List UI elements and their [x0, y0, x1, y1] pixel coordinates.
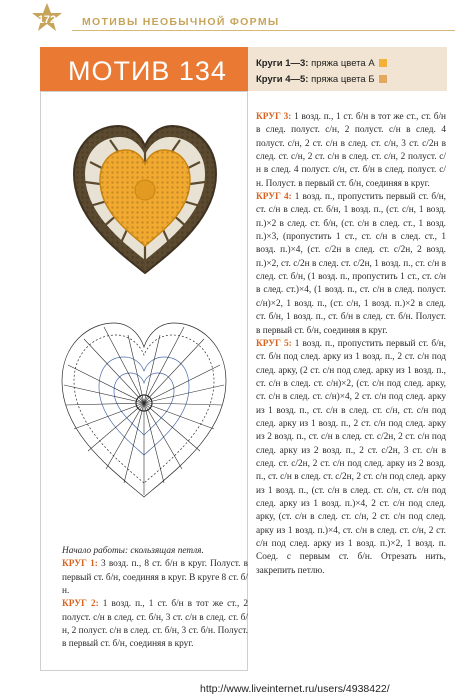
- round-4-text: 1 возд. п., пропустить первый ст. б/н, ст. с/н в след. ст. б/н, 1 возд. п., (ст. с/н, 1 возд. п.)×2 в след. ст. б/н, (ст. с/н в след. ст., 1 возд. п.)×3, (пропустить 1 ст., ст. с/н в след. ст., 1 возд. п.)×4, (ст. с/2н в след. ст. с/2н, 2 возд. п.)×2, ст. с/2н в след. ст. с/2н, 1 возд. п., ст. с/н в след. ст. б/н, (1 возд. п., пропустить 1 ст., ст. с/н в след. ст.)×4, (1 возд. п., ст. с/н в след. полуст. с/н)×2, 1 возд. п., (ст. с/н, 1 возд. п.)×2 в след. ст. б/н, 1 возд. п., ст. б/н в след. ст. б/н. Полуст. в первый ст. б/н, соединяя в круг.: [256, 192, 446, 336]
- round-2-paragraph: [62, 598, 248, 651]
- page-header: [0, 0, 455, 30]
- crochet-heart-photo: [60, 110, 230, 280]
- instructions-right: [256, 111, 446, 578]
- yarn-row-1-label: Круги 1—3:: [256, 58, 309, 69]
- round-4-paragraph: [256, 191, 446, 338]
- round-3-text: 1 возд. п., 1 ст. б/н в тот же ст., ст. б/н в след. полуст. с/н, 2 полуст. с/н в след. 4 полуст. с/н, 2 ст. с/н в след. ст. с/н, 3 ст. с/2н в след. ст. с/н, 2 ст. с/н в след. ст. с/н, 2 полуст. с/н в след. 4 полуст. с/н, ст. б/н в след. полуст. с/н. Полуст. в первый ст. б/н, соединяя в круг.: [256, 112, 446, 189]
- round-2-text: 1 возд. п., 1 ст. б/н в тот же ст., 2 полуст. с/н в след. ст. б/н, 3 ст. с/н в след. ст. б/н, 2 полуст. с/н в след. ст. б/н, 3 ст. б/н. Полуст. в первый ст. б/н, соединяя в круг.: [62, 599, 248, 650]
- round-5-paragraph: [256, 338, 446, 578]
- round-1-paragraph: [62, 558, 248, 598]
- round-3-paragraph: [256, 111, 446, 191]
- yarn-row-1-text: пряжа цвета А: [308, 58, 375, 69]
- instructions-left: [62, 545, 248, 652]
- round-5-text: 1 возд. п., пропустить первый ст. б/н, ст. б/н под след. арку из 1 возд. п., 2 ст. с/н под след. арку, (2 ст. с/н под след. арку из 1 возд. п., ст. с/н в след. ст. с/н)×2, (ст. с/н под след. арку, ст. с/н в след. ст. с/н)×4, 2 ст. с/н под след. арку из 1 возд. п., ст. с/н в след. ст. с/н, ст. с/н под след. арку из 1 возд. п., 2 ст. с/н под след. арку из 2 возд. п., ст. с/н в след. ст. с/2н, 2 ст. с/н под след. арку из 2 возд. п., 2 ст. с/2н, 3 ст. с/н в след. ст. с/2н, 2 ст. с/н под след. арку из 2 возд. п., ст. с/н в след. ст. с/2н, 2 ст. с/н под след. арку из 1 возд. п., (ст. с/н в след. ст. с/н, ст. с/н под след. арку из 1 возд. п.)×4, 2 ст. с/н под след. арку, (ст. с/н в след. ст. с/н, 2 ст. с/н под след. арку из 1 возд. п.)×4, ст. с/н в след. ст. с/н, 2 ст. с/н под след. арку из 1 возд. п.)×2, 1 возд. п. Соед. с первым ст. б/н. Отрезать нить, закрепить петлю.: [256, 338, 446, 576]
- yarn-row-2-label: Круги 4—5:: [256, 74, 309, 85]
- yarn-row-2-text: пряжа цвета Б: [308, 74, 375, 85]
- round-3-label: КРУГ 3:: [256, 112, 292, 122]
- round-5-label: КРУГ 5:: [256, 338, 292, 349]
- round-1-text: 3 возд. п., 8 ст. б/н в круг. Полуст. в первый ст. б/н, соединяя в круг. В круге 8 ст. б/н.: [62, 559, 248, 597]
- yarn-color-b-swatch: [379, 75, 387, 83]
- round-1-label: КРУГ 1:: [62, 559, 98, 570]
- source-url: http://www.liveinternet.ru/users/4938422/: [200, 683, 390, 695]
- start-instruction: Начало работы: скользящая петля.: [62, 546, 204, 556]
- section-title: МОТИВЫ НЕОБЫЧНОЙ ФОРМЫ: [82, 16, 280, 28]
- motif-title: МОТИВ 134: [68, 56, 227, 86]
- round-4-label: КРУГ 4:: [256, 192, 292, 203]
- round-2-label: КРУГ 2:: [62, 599, 99, 610]
- crochet-chart-diagram: [44, 305, 244, 505]
- yarn-legend-row-1: [256, 58, 387, 69]
- yarn-legend-row-2: [256, 74, 387, 85]
- header-rule: [72, 30, 455, 31]
- page-number: 172: [37, 14, 57, 26]
- yarn-color-a-swatch: [379, 59, 387, 67]
